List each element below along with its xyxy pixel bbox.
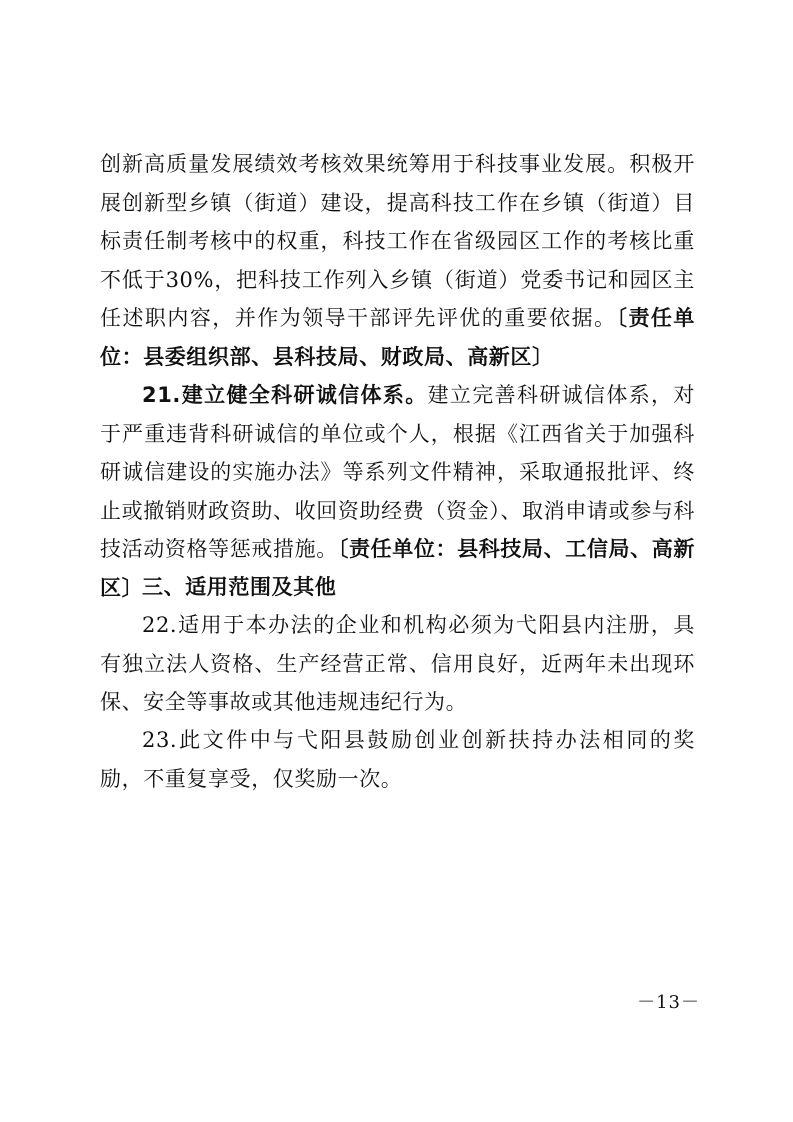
paragraph-continuation [100,145,695,376]
paragraph-22: 22.适用于本办法的企业和机构必须为弋阳县内注册，具有独立法人资格、生产经营正常、信用良好，近两年未出现环保、安全等事故或其他违规违纪行为。 [100,613,695,714]
paragraph-title: 21.建立健全科研诚信体系。 [142,383,428,407]
paragraph-text: 创新高质量发展绩效考核效果统筹用于科技事业发展。积极开展创新型乡镇（街道）建设，提高科技工作在乡镇（街道）目标责任制考核中的权重，科技工作在省级园区工作的考核比重不低于30%，把科技工作列入乡镇（街道）党委书记和园区主任述职内容，并作为领导干部评先评优的重要依据。 [100,152,695,330]
page-number: －13－ [637,992,700,1013]
paragraph-text: 建立完善科研诚信体系，对于严重违背科研诚信的单位或个人，根据《江西省关于加强科研诚信建设的实施办法》等系列文件精神，采取通报批评、终止或撤销财政资助、收回资助经费（资金）、取消申请或参与科技活动资格等惩戒措施。 [100,383,695,561]
section-heading: 三、适用范围及其他 [142,575,337,599]
responsibility-units: 〔责任单位：县科技局、工信局、高新区〕 [100,537,695,600]
responsibility-units: 〔责任单位：县委组织部、县科技局、财政局、高新区〕 [100,306,695,369]
paragraph-23: 23.此文件中与弋阳县鼓励创业创新扶持办法相同的奖励，不重复享受，仅奖励一次。 [100,728,695,791]
